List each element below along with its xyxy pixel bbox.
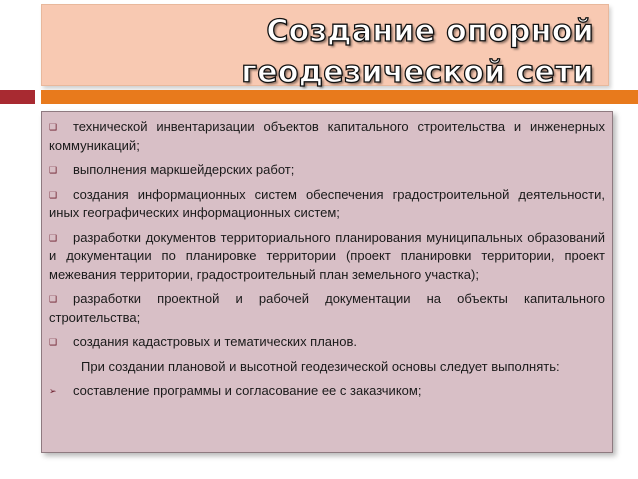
arrow-bullet-icon: ➢ xyxy=(49,386,57,396)
list-item-text: технической инвентаризации объектов капитального строительства и инженерных коммуникаций; xyxy=(49,119,605,153)
list-item xyxy=(49,382,605,401)
list-item-text: выполнения маркшейдерских работ; xyxy=(73,162,295,177)
checkbox-bullet-icon: ❑ xyxy=(49,294,58,304)
list-item xyxy=(49,118,605,155)
paragraph xyxy=(49,358,605,377)
accent-bar-right xyxy=(41,90,638,104)
checkbox-bullet-icon: ❑ xyxy=(49,337,58,347)
checkbox-bullet-icon: ❑ xyxy=(49,232,58,243)
list-item-text: создания информационных систем обеспечения градостроительной деятельности, иных географических информационных систем; xyxy=(49,186,605,220)
list-item xyxy=(49,290,605,327)
checkbox-bullet-icon: ❑ xyxy=(49,165,58,175)
checkbox-bullet-icon: ❑ xyxy=(49,189,58,200)
list-item-text: разработки проектной и рабочей документации на объекты капитального строительства; xyxy=(49,291,605,325)
paragraph-text: При создании плановой и высотной геодезической основы следует выполнять: xyxy=(81,358,560,374)
list-item-text: разработки документов территориального планирования муниципальных образований и документации по планировке территории (проект планировки территории, проект межевания территории, градостроительный план земельного участка); xyxy=(49,229,605,282)
list-item xyxy=(49,186,605,223)
content-box xyxy=(41,111,613,453)
checkbox-bullet-icon: ❑ xyxy=(49,122,58,132)
list-item xyxy=(49,333,605,352)
list-item xyxy=(49,229,605,285)
list-item-text: составление программы и согласование ее с заказчиком; xyxy=(73,383,422,398)
list-item-text: создания кадастровых и тематических планов. xyxy=(73,334,357,349)
slide-title: Создание опорной геодезической сети xyxy=(241,14,594,90)
list-item xyxy=(49,161,605,180)
accent-bar-left xyxy=(0,90,35,104)
title-box xyxy=(41,4,609,90)
